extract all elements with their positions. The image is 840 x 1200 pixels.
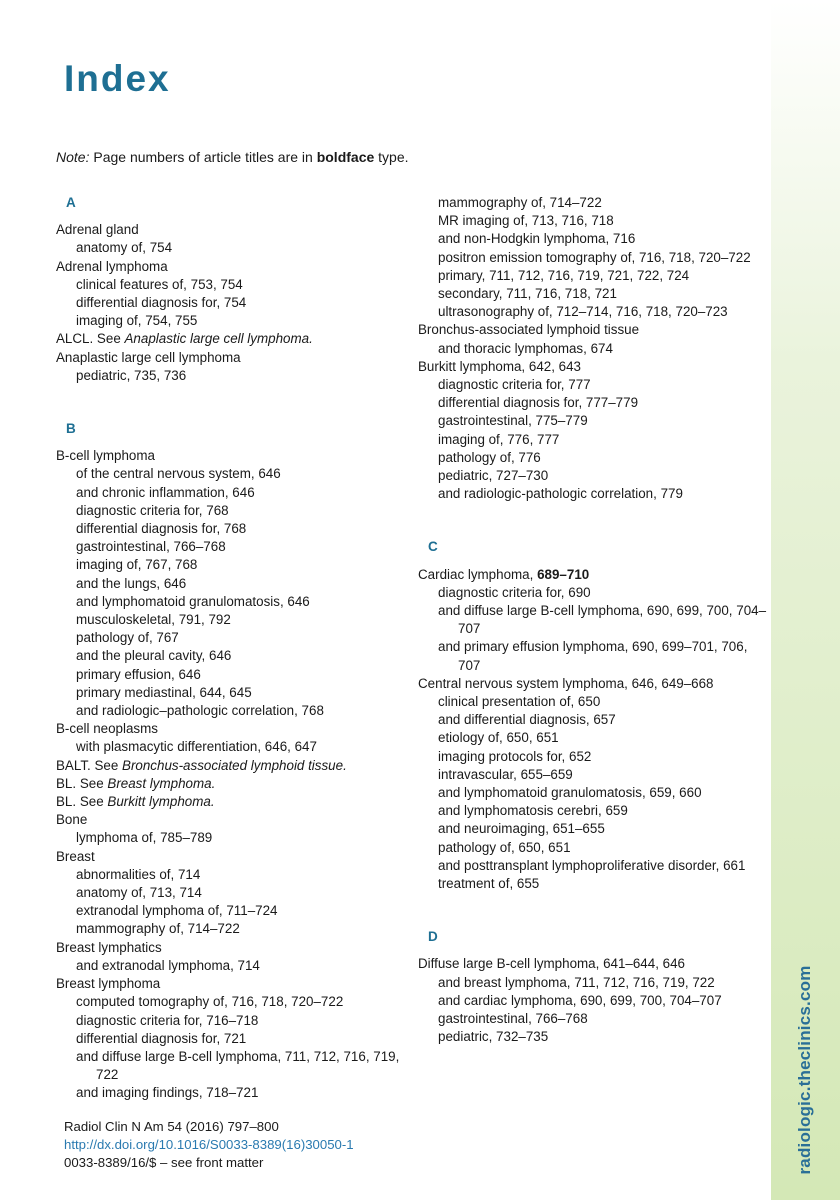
index-subentry: and the lungs, 646: [76, 575, 187, 591]
index-subentry: extranodal lymphoma of, 711–724: [76, 903, 278, 919]
index-main-term: [56, 939, 406, 957]
section-letter: C: [428, 539, 438, 555]
index-subentry: musculoskeletal, 791, 792: [76, 612, 231, 628]
journal-url[interactable]: radiologic.theclinics.com: [795, 965, 814, 1175]
index-main-term: [418, 358, 768, 376]
index-subentry: and breast lymphoma, 711, 712, 716, 719, 722: [438, 974, 715, 990]
letter-section: [418, 538, 768, 893]
index-subentry: pediatric, 732–735: [438, 1029, 549, 1045]
index-main-term: [56, 258, 406, 276]
index-entry: [418, 566, 768, 675]
index-entry: [56, 349, 406, 385]
index-subentry: positron emission tomography of, 716, 718, 720–722: [438, 249, 751, 265]
index-subentry: pediatric, 727–730: [438, 468, 549, 484]
index-subentry: abnormalities of, 714: [76, 866, 201, 882]
index-subentry: imaging of, 754, 755: [76, 313, 198, 329]
index-subentry: and lymphomatoid granulomatosis, 659, 660: [438, 785, 702, 801]
index-main-term: [418, 955, 768, 973]
index-subentry: mammography of, 714–722: [438, 195, 602, 210]
index-entry: [56, 720, 406, 756]
index-subentry: differential diagnosis for, 721: [76, 1030, 247, 1046]
index-subentry: etiology of, 650, 651: [438, 730, 559, 746]
index-subentry: imaging of, 776, 777: [438, 431, 560, 447]
index-subentry: and thoracic lymphomas, 674: [438, 340, 613, 356]
section-letter: D: [428, 929, 438, 945]
index-entry: [56, 330, 406, 348]
index-subentry: and lymphomatosis cerebri, 659: [438, 803, 628, 819]
main-term-text: Bronchus-associated lymphoid tissue: [418, 322, 640, 338]
index-entry: [418, 194, 768, 321]
index-subentry: differential diagnosis for, 768: [76, 521, 247, 537]
index-subentry: diagnostic criteria for, 716–718: [76, 1012, 259, 1028]
main-term-text: Bone: [56, 812, 88, 828]
index-entry: [418, 955, 768, 1046]
main-term-text: Cardiac lymphoma,: [418, 566, 534, 582]
index-subentry: diagnostic criteria for, 777: [438, 377, 591, 393]
index-main-term: [56, 848, 406, 866]
index-subentry: anatomy of, 713, 714: [76, 885, 202, 901]
index-subentry: imaging protocols for, 652: [438, 748, 592, 764]
index-subentry: intravascular, 655–659: [438, 766, 573, 782]
index-subentry: lymphoma of, 785–789: [76, 830, 213, 846]
index-main-term: [56, 221, 406, 239]
index-subentry: and lymphomatoid granulomatosis, 646: [76, 593, 310, 609]
see-reference: Anaplastic large cell lymphoma.: [124, 331, 313, 347]
index-subentry: and neuroimaging, 651–655: [438, 821, 605, 837]
note-text-after: type.: [378, 149, 409, 165]
index-main-term: [418, 566, 768, 584]
index-subentry: primary, 711, 712, 716, 719, 721, 722, 724: [438, 267, 690, 283]
letter-section: [56, 194, 406, 385]
index-subentry: and radiologic-pathologic correlation, 779: [438, 486, 683, 502]
index-entry: [56, 447, 406, 720]
main-term-text: BALT. See: [56, 757, 119, 773]
note: [56, 149, 409, 165]
index-subentry: and non-Hodgkin lymphoma, 716: [438, 231, 636, 247]
index-subentry: and posttransplant lymphoproliferative disorder, 661: [438, 857, 746, 873]
letter-section: [56, 420, 406, 1103]
main-term-text: B-cell lymphoma: [56, 448, 155, 464]
index-subentry: and radiologic–pathologic correlation, 768: [76, 703, 324, 719]
section-letter: A: [66, 195, 76, 210]
index-subentry: differential diagnosis for, 777–779: [438, 395, 639, 411]
index-main-term: [56, 811, 406, 829]
note-bold-word: boldface: [316, 149, 375, 165]
index-subentry: and extranodal lymphoma, 714: [76, 957, 260, 973]
index-subentry: and cardiac lymphoma, 690, 699, 700, 704–707: [438, 992, 722, 1008]
citation: Radiol Clin N Am 54 (2016) 797–800: [64, 1119, 279, 1134]
index-entry: [56, 848, 406, 939]
main-term-text: Central nervous system lymphoma, 646, 649–668: [418, 675, 714, 691]
index-main-term: [56, 720, 406, 738]
index-entry: [56, 221, 406, 257]
index-subentry: pathology of, 767: [76, 630, 179, 646]
index-main-term: [56, 793, 406, 811]
bold-page-range: 689–710: [537, 566, 590, 582]
index-entry: [56, 811, 406, 847]
index-subentry: and diffuse large B-cell lymphoma, 690, 699, 700, 704–707: [438, 603, 767, 637]
index-subentry: diagnostic criteria for, 768: [76, 502, 229, 518]
footer: [64, 1118, 354, 1172]
index-subentry: gastrointestinal, 766–768: [76, 539, 226, 555]
index-subentry: gastrointestinal, 775–779: [438, 413, 588, 429]
issn: 0033-8389/16/$ – see front matter: [64, 1155, 264, 1170]
index-subentry: and the pleural cavity, 646: [76, 648, 232, 664]
index-subentry: of the central nervous system, 646: [76, 466, 281, 482]
see-reference: Breast lymphoma.: [107, 775, 216, 791]
main-term-text: B-cell neoplasms: [56, 721, 158, 737]
index-main-term: [56, 757, 406, 775]
index-main-term: [56, 775, 406, 793]
main-term-text: BL. See: [56, 794, 104, 810]
index-subentry: pediatric, 735, 736: [76, 367, 187, 383]
index-entry: [56, 975, 406, 1102]
index-subentry: clinical presentation of, 650: [438, 694, 601, 710]
doi-link[interactable]: http://dx.doi.org/10.1016/S0033-8389(16)30050-1: [64, 1137, 354, 1152]
index-subentry: with plasmacytic differentiation, 646, 647: [76, 739, 317, 755]
main-term-text: Adrenal gland: [56, 222, 139, 238]
index-entry: [56, 793, 406, 811]
main-term-text: Burkitt lymphoma, 642, 643: [418, 358, 582, 374]
index-entry: [418, 675, 768, 893]
main-term-text: Breast lymphoma: [56, 976, 161, 992]
letter-section: [418, 928, 768, 1046]
see-reference: Bronchus-associated lymphoid tissue.: [122, 757, 347, 773]
index-subentry: MR imaging of, 713, 716, 718: [438, 213, 614, 229]
main-term-text: Breast lymphatics: [56, 939, 162, 955]
index-subentry: treatment of, 655: [438, 876, 540, 892]
index-subentry: primary mediastinal, 644, 645: [76, 684, 252, 700]
index-entry: [56, 258, 406, 331]
page-title: Index: [64, 58, 171, 99]
main-term-text: ALCL. See: [56, 331, 121, 347]
index-main-term: [56, 330, 406, 348]
index-main-term: [56, 447, 406, 465]
main-term-text: Anaplastic large cell lymphoma: [56, 349, 241, 365]
index-entry: [418, 358, 768, 504]
index-main-term: [56, 975, 406, 993]
letter-section: [418, 194, 768, 503]
index-subentry: primary effusion, 646: [76, 666, 201, 682]
index-subentry: and primary effusion lymphoma, 690, 699–701, 706, 707: [438, 639, 748, 673]
index-subentry: and imaging findings, 718–721: [76, 1085, 259, 1101]
index-column-right: [418, 194, 768, 1082]
index-subentry: ultrasonography of, 712–714, 716, 718, 720–723: [438, 304, 728, 320]
main-term-text: Diffuse large B-cell lymphoma, 641–644, 646: [418, 956, 685, 972]
note-prefix: Note:: [56, 149, 90, 165]
index-subentry: computed tomography of, 716, 718, 720–722: [76, 994, 344, 1010]
index-subentry: gastrointestinal, 766–768: [438, 1011, 588, 1027]
index-subentry: pathology of, 650, 651: [438, 839, 571, 855]
index-subentry: clinical features of, 753, 754: [76, 276, 243, 292]
index-subentry: imaging of, 767, 768: [76, 557, 198, 573]
index-subentry: secondary, 711, 716, 718, 721: [438, 286, 617, 302]
index-main-term: [56, 349, 406, 367]
index-main-term: [418, 321, 768, 339]
index-column-left: [56, 194, 406, 1138]
main-term-text: Breast: [56, 848, 95, 864]
index-subentry: and diffuse large B-cell lymphoma, 711, 712, 716, 719, 722: [76, 1048, 400, 1083]
main-term-text: Adrenal lymphoma: [56, 258, 168, 274]
index-entry: [418, 321, 768, 357]
index-entry: [56, 775, 406, 793]
main-term-text: BL. See: [56, 775, 104, 791]
index-entry: [56, 939, 406, 975]
index-subentry: and chronic inflammation, 646: [76, 484, 255, 500]
index-subentry: anatomy of, 754: [76, 240, 173, 256]
section-letter: B: [66, 421, 76, 437]
index-subentry: pathology of, 776: [438, 449, 541, 465]
index-subentry: and differential diagnosis, 657: [438, 712, 616, 728]
note-text-before: Page numbers of article titles are in: [93, 149, 313, 165]
see-reference: Burkitt lymphoma.: [107, 794, 215, 810]
index-subentry: differential diagnosis for, 754: [76, 295, 247, 310]
index-entry: [56, 757, 406, 775]
index-subentry: diagnostic criteria for, 690: [438, 584, 591, 600]
index-main-term: [418, 675, 768, 693]
index-subentry: mammography of, 714–722: [76, 921, 240, 937]
